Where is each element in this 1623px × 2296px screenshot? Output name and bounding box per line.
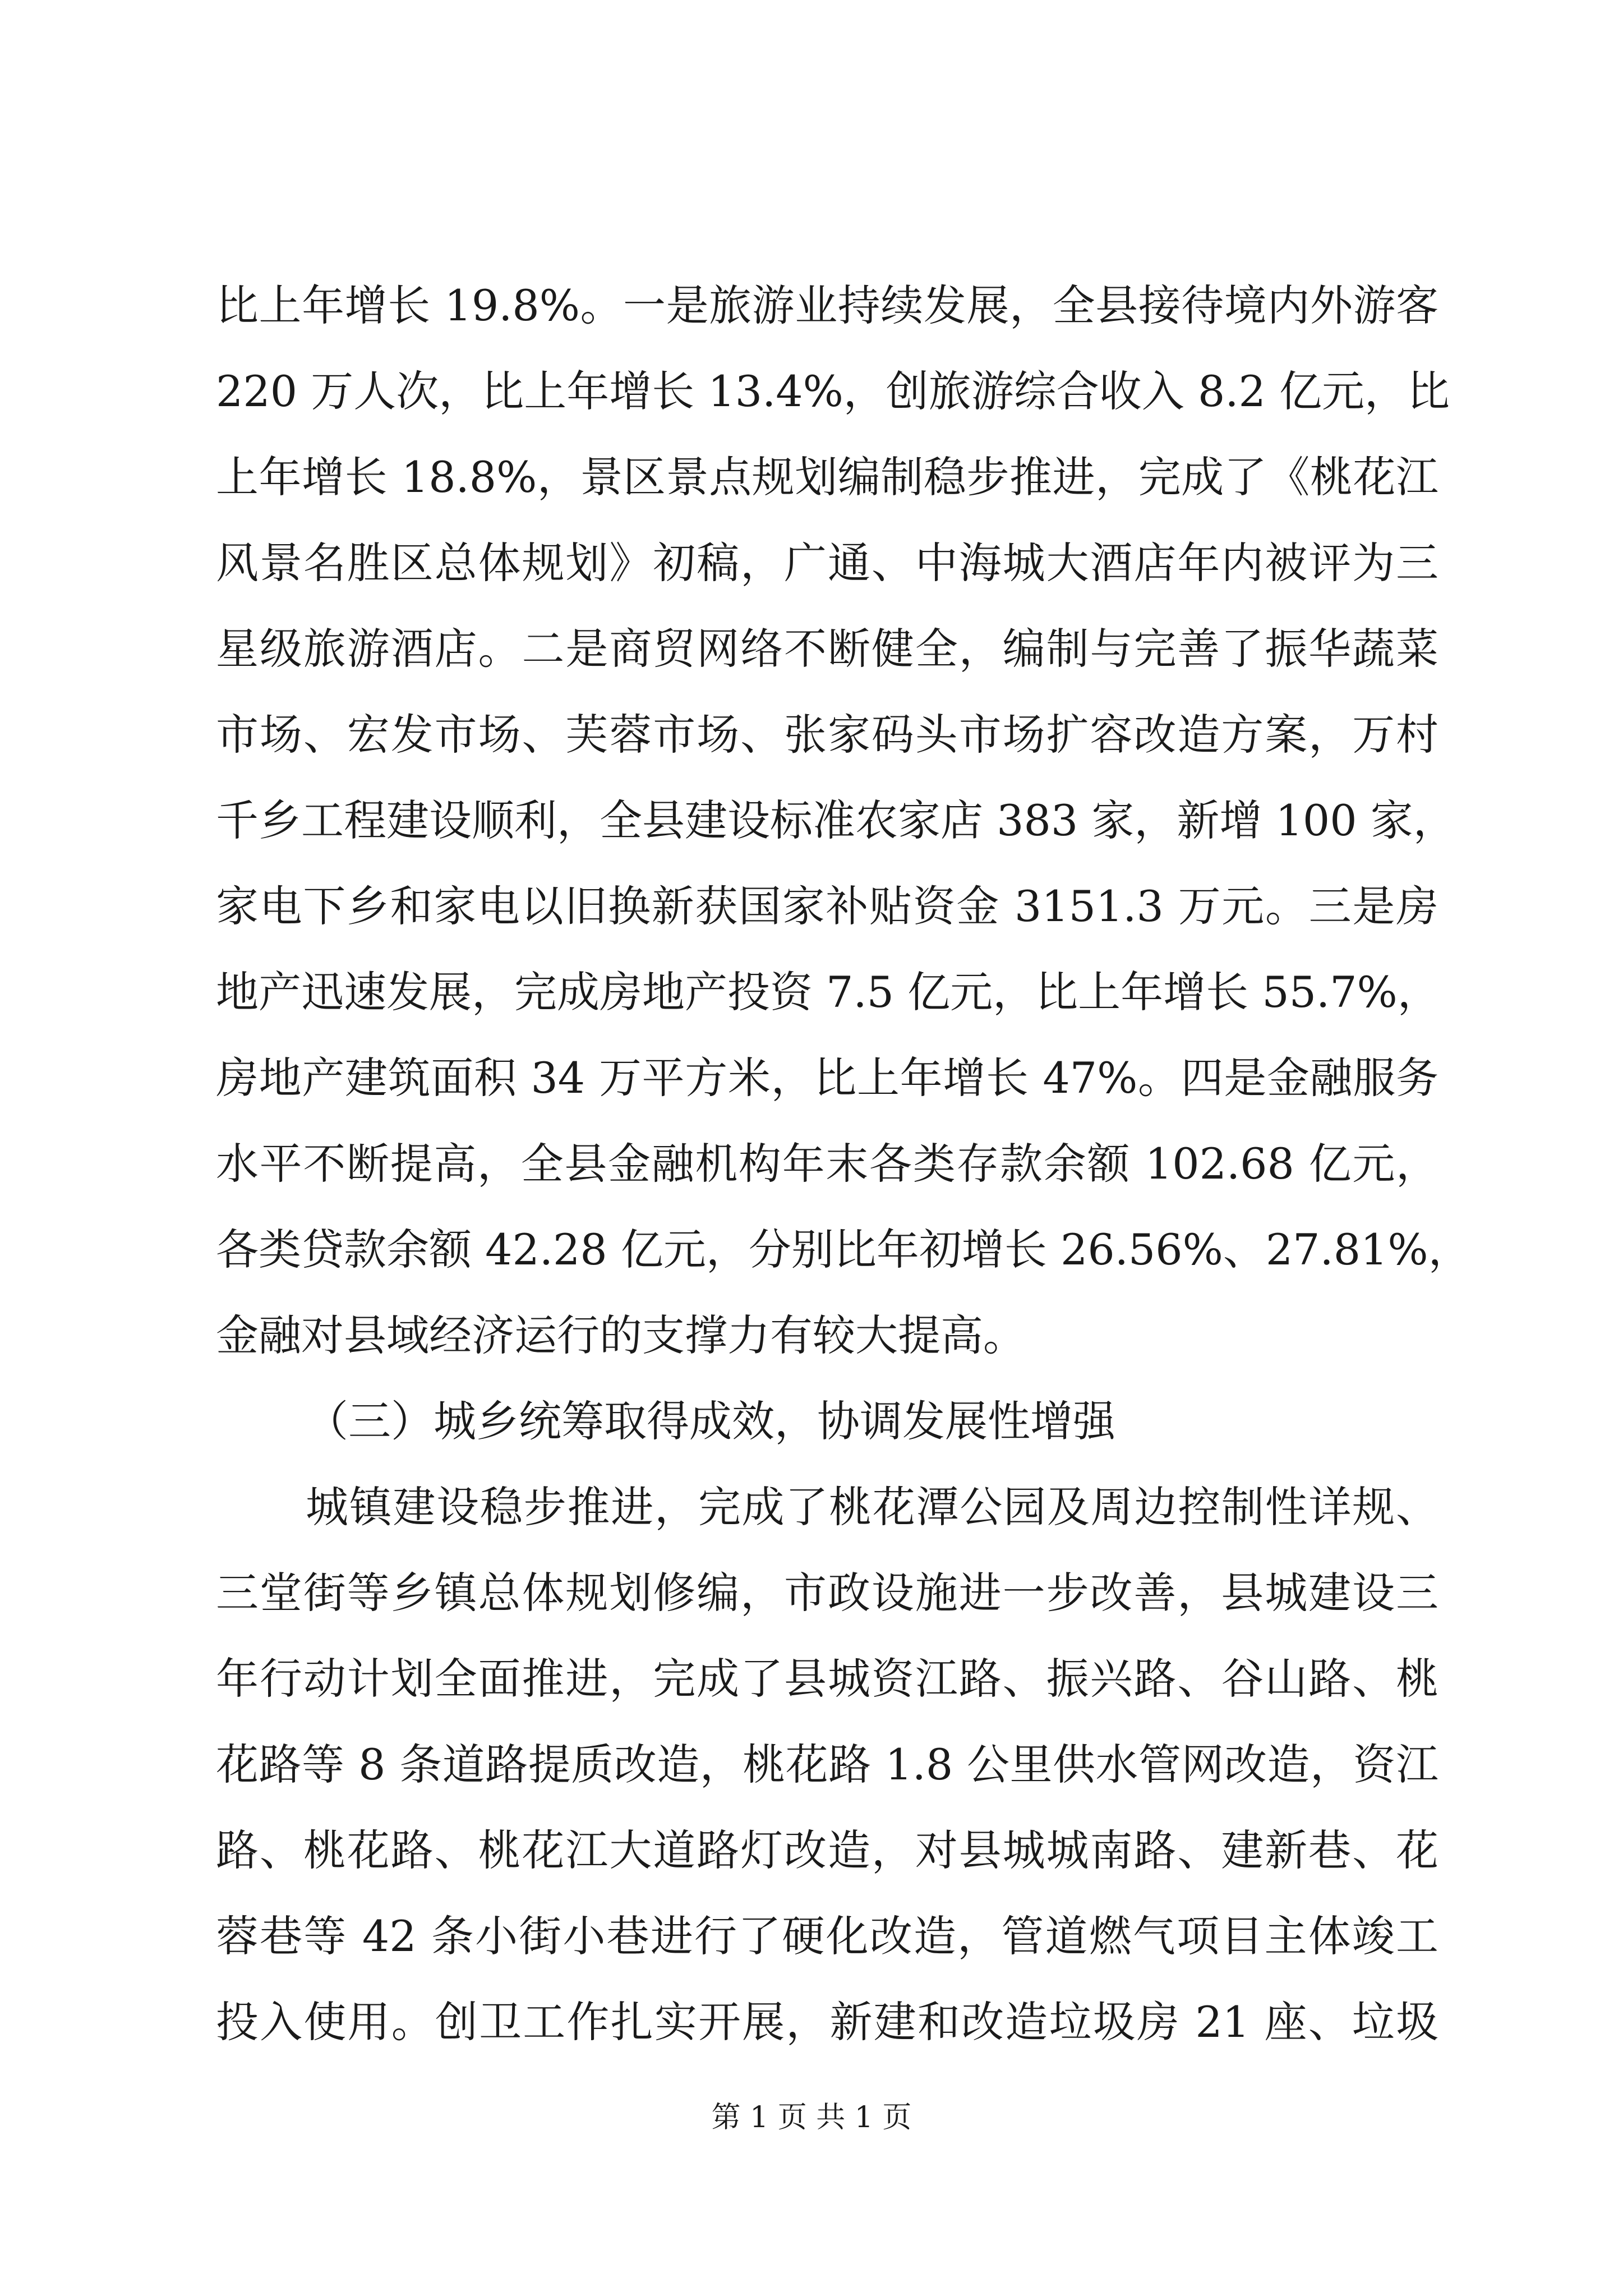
body-line: 城镇建设稳步推进，完成了桃花潭公园及周边控制性详规、 xyxy=(306,1482,1438,1532)
body-line: 路、桃花路、桃花江大道路灯改造，对县城城南路、建新巷、花 xyxy=(216,1825,1438,1875)
body-line: 金融对县域经济运行的支撑力有较大提高。 xyxy=(216,1310,1026,1360)
body-line: 房地产建筑面积 34 万平方米，比上年增长 47%。四是金融服务 xyxy=(216,1053,1438,1103)
page-footer: 第 1 页 共 1 页 xyxy=(711,2101,912,2134)
body-line: 风景名胜区总体规划》初稿，广通、中海城大酒店年内被评为三 xyxy=(216,538,1438,588)
body-line: 各类贷款余额 42.28 亿元，分别比年初增长 26.56%、27.81%， xyxy=(216,1225,1471,1274)
document-body xyxy=(216,263,1471,2065)
body-line: 地产迅速发展，完成房地产投资 7.5 亿元，比上年增长 55.7%， xyxy=(216,967,1440,1017)
body-line: 比上年增长 19.8%。一是旅游业持续发展，全县接待境内外游客 xyxy=(216,280,1438,330)
body-line: 上年增长 18.8%，景区景点规划编制稳步推进，完成了《桃花江 xyxy=(216,452,1438,502)
body-line: 家电下乡和家电以旧换新获国家补贴资金 3151.3 万元。三是房 xyxy=(216,881,1438,931)
body-line: 三堂街等乡镇总体规划修编，市政设施进一步改善，县城建设三 xyxy=(216,1568,1438,1618)
body-line: 蓉巷等 42 条小街小巷进行了硬化改造，管道燃气项目主体竣工 xyxy=(216,1911,1438,1961)
section-heading: （三）城乡统筹取得成效，协调发展性增强 xyxy=(306,1396,1115,1446)
body-line: 投入使用。创卫工作扎实开展，新建和改造垃圾房 21 座、垃圾 xyxy=(216,1997,1438,2047)
body-line: 花路等 8 条道路提质改造，桃花路 1.8 公里供水管网改造，资江 xyxy=(216,1740,1438,1789)
body-line: 水平不断提高，全县金融机构年末各类存款余额 102.68 亿元， xyxy=(216,1139,1438,1189)
body-line: 千乡工程建设顺利，全县建设标准农家店 383 家，新增 100 家， xyxy=(216,795,1456,845)
body-line: 星级旅游酒店。二是商贸网络不断健全，编制与完善了振华蔬菜 xyxy=(216,624,1438,674)
body-line: 市场、宏发市场、芙蓉市场、张家码头市场扩容改造方案，万村 xyxy=(216,710,1438,760)
body-line: 年行动计划全面推进，完成了县城资江路、振兴路、谷山路、桃 xyxy=(216,1654,1438,1704)
body-line: 220 万人次，比上年增长 13.4%，创旅游综合收入 8.2 亿元，比 xyxy=(216,366,1450,416)
